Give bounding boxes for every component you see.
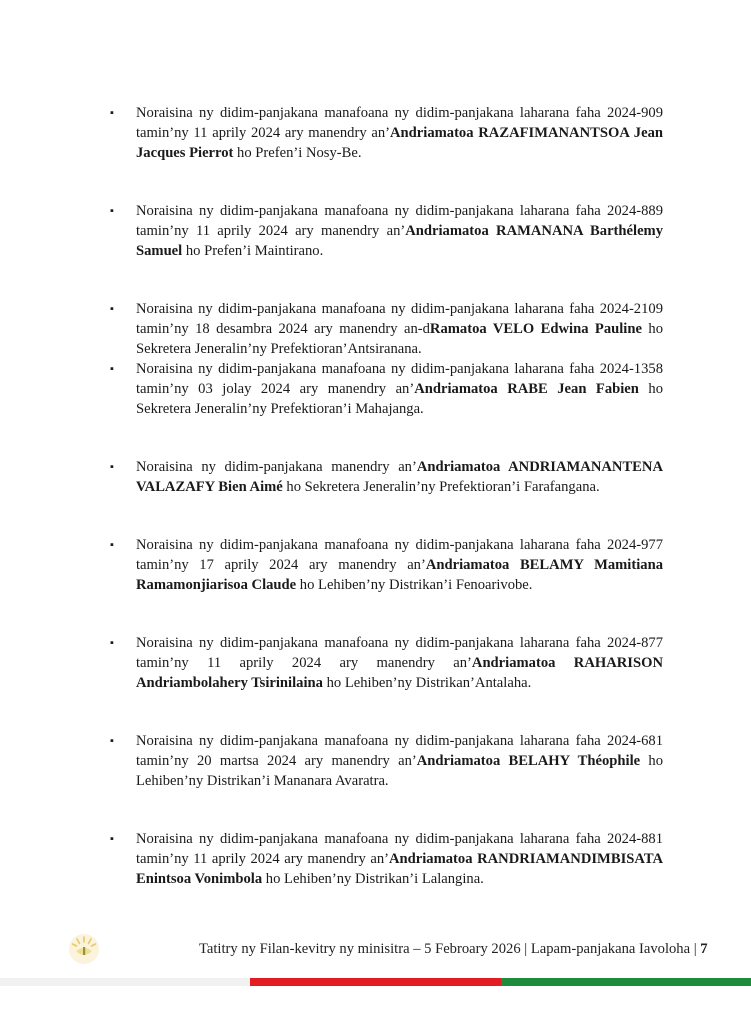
footer-stripe-red: [250, 978, 501, 986]
bullet-icon: ▪: [110, 107, 114, 119]
item-text: Noraisina ny didim-panjakana manafoana ny didim-panjakana laharana faha 2024-881 tamin’ny 11 aprily 2024 ary manendry an’: [136, 831, 663, 867]
appointee-name: Andriamatoa RABE Jean Fabien: [414, 381, 639, 397]
appointee-name: Andriamatoa RAMANANA Barthélemy Samuel: [136, 223, 663, 259]
item-text: ho Sekretera Jeneralin’ny Prefektioran’i Mahajanga.: [136, 381, 663, 417]
appointee-name: Andriamatoa RAZAFIMANANTSOA Jean Jacques Pierrot: [136, 125, 663, 161]
bullet-icon: ▪: [110, 461, 114, 473]
item-text: Noraisina ny didim-panjakana manafoana ny didim-panjakana laharana faha 2024-977 tamin’ny 17 aprily 2024 ary manendry an’: [136, 537, 663, 573]
bullet-icon: ▪: [110, 833, 114, 845]
list-item: [110, 829, 663, 889]
bullet-icon: ▪: [110, 205, 114, 217]
list-item: [110, 457, 663, 497]
item-text: Noraisina ny didim-panjakana manafoana ny didim-panjakana laharana faha 2024-681 tamin’ny 20 martsa 2024 ary manendry an’: [136, 733, 663, 769]
list-item: [110, 535, 663, 595]
appointee-name: Andriamatoa BELAHY Théophile: [416, 753, 641, 769]
item-text: ho Lehiben’ny Distrikan’Antalaha.: [322, 675, 532, 691]
item-text: Noraisina ny didim-panjakana manafoana ny didim-panjakana laharana faha 2024-877 tamin’ny 11 aprily 2024 ary manendry an’: [136, 635, 663, 671]
item-text: Noraisina ny didim-panjakana manafoana ny didim-panjakana laharana faha 2024-2109 tamin’ny 18 desambra 2024 ary manendry an-d: [136, 301, 663, 337]
item-text: ho Sekretera Jeneralin’ny Prefektioran’i Farafangana.: [282, 479, 600, 495]
list-item: [110, 201, 663, 261]
appointments-list: [110, 103, 663, 889]
item-text: Noraisina ny didim-panjakana manafoana ny didim-panjakana laharana faha 2024-1358 tamin’ny 03 jolay 2024 ary manendry an’: [136, 361, 663, 397]
list-item: [110, 359, 663, 419]
list-item: [110, 633, 663, 693]
appointee-name: Ramatoa VELO Edwina Pauline: [429, 321, 642, 337]
bullet-icon: ▪: [110, 735, 114, 747]
item-text: Noraisina ny didim-panjakana manafoana ny didim-panjakana laharana faha 2024-889 tamin’ny 11 aprily 2024 ary manendry an’: [136, 203, 663, 239]
footer-stripe-green: [501, 978, 751, 986]
list-item: [110, 103, 663, 163]
bullet-icon: ▪: [110, 363, 114, 375]
bullet-icon: ▪: [110, 303, 114, 315]
footer-caption: Tatitry ny Filan-kevitry ny minisitra – 5 Febroary 2026 | Lapam-panjakana Iavoloha |: [199, 941, 701, 957]
appointee-name: Andriamatoa ANDRIAMANANTENA VALAZAFY Bien Aimé: [136, 459, 663, 495]
item-text: Noraisina ny didim-panjakana manafoana ny didim-panjakana laharana faha 2024-909 tamin’ny 11 aprily 2024 ary manendry an’: [136, 105, 663, 141]
appointee-name: Andriamatoa BELAMY Mamitiana Ramamonjiarisoa Claude: [136, 557, 663, 593]
item-text: ho Lehiben’ny Distrikan’i Mananara Avaratra.: [136, 753, 663, 789]
item-text: ho Sekretera Jeneralin’ny Prefektioran’Antsiranana.: [136, 321, 663, 357]
item-text: ho Lehiben’ny Distrikan’i Fenoarivobe.: [296, 577, 533, 593]
page-number: 7: [700, 941, 708, 957]
appointee-name: Andriamatoa RANDRIAMANDIMBISATA Enintsoa Vonimbola: [136, 851, 664, 887]
footer-text: [199, 941, 708, 958]
appointee-name: Andriamatoa RAHARISON Andriambolahery Tsirinilaina: [136, 655, 663, 691]
presidency-emblem-icon: [68, 933, 100, 965]
item-text: ho Prefen’i Nosy-Be.: [233, 145, 362, 161]
item-text: Noraisina ny didim-panjakana manendry an’: [136, 459, 417, 475]
page-footer: [0, 930, 751, 970]
bullet-icon: ▪: [110, 539, 114, 551]
list-item: [110, 731, 663, 791]
bullet-icon: ▪: [110, 637, 114, 649]
item-text: ho Lehiben’ny Distrikan’i Lalangina.: [262, 871, 484, 887]
item-text: ho Prefen’i Maintirano.: [182, 243, 324, 259]
list-item: [110, 299, 663, 359]
footer-stripe-white: [0, 978, 250, 986]
